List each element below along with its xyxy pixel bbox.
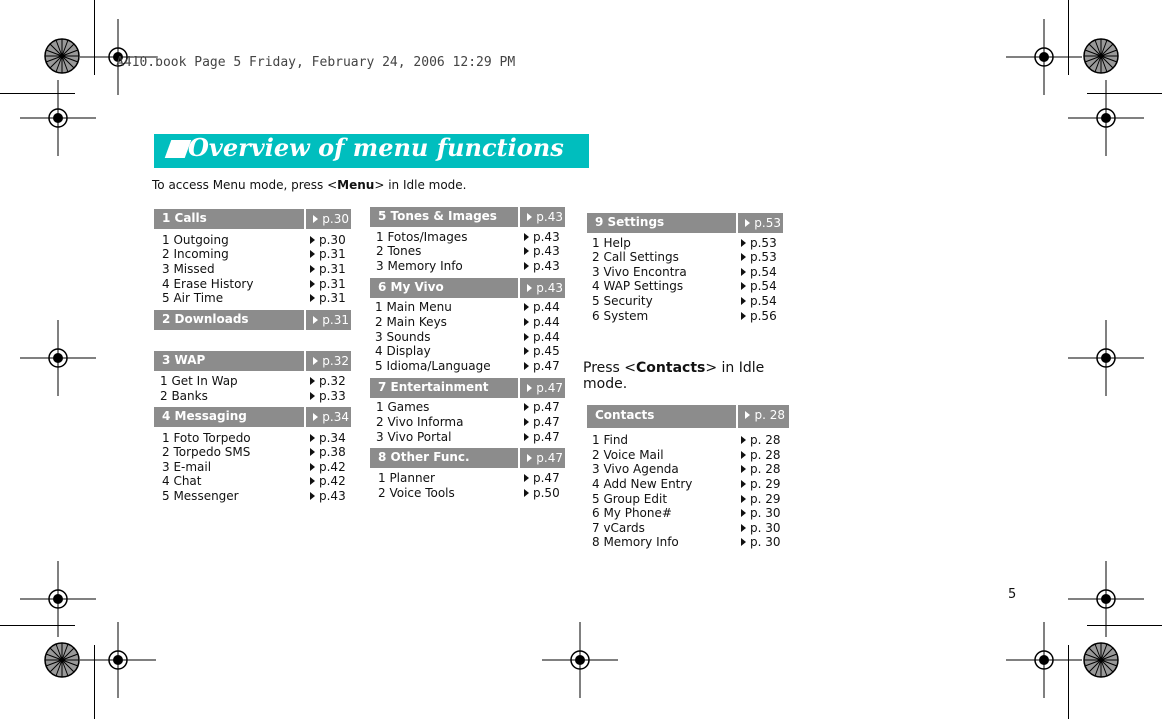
page-ref: p.47 [533, 415, 560, 429]
menu-item [592, 506, 781, 520]
menu-item-label: 3 Sounds [375, 330, 431, 344]
menu-item-label: 1 Get In Wap [160, 374, 238, 388]
page-ref: p.33 [319, 389, 346, 403]
menu-item-label: 3 Vivo Agenda [592, 462, 679, 476]
menu-item [376, 430, 560, 444]
page-ref: p.43 [533, 244, 560, 258]
arrow-right-icon [524, 433, 529, 441]
arrow-right-icon [741, 282, 746, 290]
intro-after: > in Idle mode. [374, 178, 467, 192]
menu-header-label: 2 Downloads [162, 312, 249, 326]
menu-item-page [741, 462, 781, 476]
arrow-right-icon [310, 434, 315, 442]
menu-item-page [741, 265, 777, 279]
menu-item-page [741, 492, 781, 506]
arrow-right-icon [524, 347, 529, 355]
arrow-right-icon [741, 239, 746, 247]
page-ref: p. 29 [750, 477, 781, 491]
menu-item-label: 3 Vivo Portal [376, 430, 452, 444]
menu-item [162, 291, 346, 305]
menu-item [376, 415, 560, 429]
menu-item [376, 400, 560, 414]
page-ref: p. 28 [750, 462, 781, 476]
arrow-right-icon [310, 265, 315, 273]
menu-item [592, 309, 777, 323]
page-ref: p.47 [533, 359, 560, 373]
page-ref: p.47 [533, 471, 560, 485]
menu-item-page [310, 262, 346, 276]
menu-header-contacts [587, 405, 789, 428]
menu-item-page [741, 250, 777, 264]
menu-item-label: 2 Voice Mail [592, 448, 664, 462]
press-line2: mode. [583, 376, 628, 392]
arrow-right-icon [524, 489, 529, 497]
menu-item [592, 462, 781, 476]
menu-item [375, 315, 560, 329]
page-ref: p.42 [319, 474, 346, 488]
page-ref: p.30 [322, 212, 349, 226]
menu-item [376, 259, 560, 273]
menu-item [162, 460, 346, 474]
menu-item-page [310, 389, 346, 403]
page-title: Overview of menu functions [188, 133, 564, 162]
arrow-right-icon [310, 448, 315, 456]
menu-item [162, 489, 346, 503]
arrow-right-icon [524, 262, 529, 270]
page-ref: p.44 [533, 315, 560, 329]
arrow-right-icon [310, 477, 315, 485]
menu-item-page [310, 445, 346, 459]
menu-header-downloads [154, 310, 351, 330]
menu-item-page [524, 230, 560, 244]
menu-item-page [524, 344, 560, 358]
page-ref: p. 30 [750, 506, 781, 520]
menu-header-my-vivo [370, 278, 565, 298]
menu-item-page [524, 330, 560, 344]
menu-header-label: 7 Entertainment [378, 380, 489, 394]
page-number: 5 [1008, 587, 1017, 602]
menu-header-page [736, 405, 789, 428]
menu-item-page [310, 247, 346, 261]
menu-item-page [524, 486, 560, 500]
arrow-right-icon [310, 463, 315, 471]
arrow-right-icon [524, 233, 529, 241]
menu-header-page [518, 378, 565, 398]
menu-item [592, 492, 781, 506]
page-ref: p.53 [750, 250, 777, 264]
menu-header-entertainment [370, 378, 565, 398]
arrow-right-icon [741, 268, 746, 276]
page-ref: p.34 [319, 431, 346, 445]
page-ref: p.47 [533, 400, 560, 414]
menu-item-label: 4 Chat [162, 474, 202, 488]
page-ref: p.54 [750, 265, 777, 279]
menu-item-page [524, 430, 560, 444]
menu-item-page [741, 448, 781, 462]
menu-header-label: 8 Other Func. [378, 450, 470, 464]
menu-item-label: 2 Vivo Informa [376, 415, 464, 429]
page-ref: p.43 [319, 489, 346, 503]
menu-item [376, 230, 560, 244]
page-ref: p.43 [533, 259, 560, 273]
menu-item-page [524, 400, 560, 414]
menu-item [592, 477, 781, 491]
arrow-right-icon [310, 492, 315, 500]
menu-header-calls [154, 209, 351, 229]
menu-header-label: Contacts [595, 408, 655, 422]
arrow-right-icon [310, 392, 315, 400]
menu-header-page [518, 207, 565, 227]
page-ref: p.56 [750, 309, 777, 323]
arrow-right-icon [741, 509, 746, 517]
page-ref: p. 30 [750, 521, 781, 535]
arrow-right-icon [310, 236, 315, 244]
arrow-right-icon [741, 451, 746, 459]
menu-item-label: 8 Memory Info [592, 535, 679, 549]
press-key: Contacts [636, 360, 706, 376]
menu-item-label: 5 Idioma/Language [375, 359, 491, 373]
menu-item [160, 389, 346, 403]
arrow-right-icon [524, 418, 529, 426]
menu-item-page [310, 277, 346, 291]
menu-item-page [741, 477, 781, 491]
menu-item-label: 2 Banks [160, 389, 208, 403]
page-ref: p.38 [319, 445, 346, 459]
arrow-right-icon [310, 280, 315, 288]
menu-item-label: 2 Incoming [162, 247, 229, 261]
arrow-right-icon [741, 297, 746, 305]
menu-item-label: 3 Vivo Encontra [592, 265, 687, 279]
menu-item-label: 1 Main Menu [375, 300, 452, 314]
press-after: > in Idle [705, 360, 765, 376]
page-ref: p.43 [533, 230, 560, 244]
menu-item-label: 5 Messenger [162, 489, 239, 503]
menu-item [592, 236, 777, 250]
arrow-right-icon [313, 316, 318, 324]
menu-item-page [310, 474, 346, 488]
menu-item-label: 1 Foto Torpedo [162, 431, 251, 445]
menu-item [162, 233, 346, 247]
menu-item-page [524, 471, 560, 485]
arrow-right-icon [741, 465, 746, 473]
page-ref: p.47 [533, 430, 560, 444]
arrow-right-icon [524, 362, 529, 370]
page-ref: p.42 [319, 460, 346, 474]
menu-item [375, 330, 560, 344]
page-ref: p.47 [536, 381, 563, 395]
page-ref: p.34 [322, 410, 349, 424]
menu-item [162, 445, 346, 459]
page-ref: p.45 [533, 344, 560, 358]
menu-item [162, 474, 346, 488]
page-ref: p. 28 [750, 448, 781, 462]
menu-item-page [524, 359, 560, 373]
menu-item-page [741, 309, 777, 323]
menu-item [162, 431, 346, 445]
menu-item-label: 2 Tones [376, 244, 422, 258]
menu-item-label: 2 Voice Tools [378, 486, 455, 500]
menu-item-page [310, 233, 346, 247]
menu-header-page [304, 351, 351, 371]
arrow-right-icon [741, 253, 746, 261]
menu-item-label: 5 Air Time [162, 291, 224, 305]
page-ref: p.43 [536, 210, 563, 224]
menu-item-page [524, 415, 560, 429]
arrow-right-icon [310, 250, 315, 258]
menu-item-page [741, 279, 777, 293]
menu-item-label: 5 Group Edit [592, 492, 668, 506]
menu-header-label: 5 Tones & Images [378, 209, 497, 223]
press-before: Press < [583, 360, 637, 376]
menu-item-label: 4 Display [375, 344, 431, 358]
arrow-right-icon [524, 474, 529, 482]
page-ref: p.54 [750, 279, 777, 293]
menu-header-messaging [154, 407, 351, 427]
arrow-right-icon [524, 303, 529, 311]
arrow-right-icon [741, 480, 746, 488]
intro-key: Menu [337, 178, 375, 192]
arrow-right-icon [313, 413, 318, 421]
menu-header-label: 9 Settings [595, 215, 665, 229]
menu-header-label: 6 My Vivo [378, 280, 444, 294]
menu-item-page [310, 460, 346, 474]
menu-item-label: 1 Fotos/Images [376, 230, 468, 244]
menu-item-label: 7 vCards [592, 521, 645, 535]
book-header: A410.book Page 5 Friday, February 24, 2006 12:29 PM [116, 55, 516, 70]
menu-item-label: 1 Games [376, 400, 430, 414]
page-ref: p.53 [754, 216, 781, 230]
arrow-right-icon [741, 524, 746, 532]
page-ref: p.31 [319, 247, 346, 261]
page-ref: p.44 [533, 330, 560, 344]
menu-item [592, 265, 777, 279]
arrow-right-icon [524, 318, 529, 326]
menu-item [375, 300, 560, 314]
arrow-right-icon [741, 312, 746, 320]
menu-header-page [304, 407, 351, 427]
page-ref: p.44 [533, 300, 560, 314]
menu-item-page [524, 300, 560, 314]
menu-item-page [310, 431, 346, 445]
menu-header-page [518, 448, 565, 468]
page-ref: p.47 [536, 451, 563, 465]
menu-item [592, 535, 781, 549]
menu-item [592, 294, 777, 308]
menu-item-label: 3 Memory Info [376, 259, 463, 273]
title-banner [154, 134, 589, 168]
page-ref: p.31 [322, 313, 349, 327]
menu-header-other-func [370, 448, 565, 468]
menu-item-label: 3 E-mail [162, 460, 212, 474]
page-ref: p. 30 [750, 535, 781, 549]
menu-header-tones-images [370, 207, 565, 227]
menu-item-page [310, 291, 346, 305]
arrow-right-icon [527, 454, 532, 462]
page-ref: p. 28 [750, 433, 781, 447]
menu-item [162, 277, 346, 291]
arrow-right-icon [313, 215, 318, 223]
page-ref: p.53 [750, 236, 777, 250]
menu-item [160, 374, 346, 388]
intro-text [152, 178, 467, 192]
menu-item-label: 4 WAP Settings [592, 279, 684, 293]
menu-item [378, 486, 560, 500]
page-ref: p.32 [322, 354, 349, 368]
menu-item-page [741, 294, 777, 308]
menu-item-page [741, 433, 781, 447]
page-ref: p.50 [533, 486, 560, 500]
menu-item [592, 521, 781, 535]
menu-item-label: 2 Call Settings [592, 250, 679, 264]
menu-item [376, 244, 560, 258]
arrow-right-icon [745, 219, 750, 227]
menu-item [162, 262, 346, 276]
menu-item [162, 247, 346, 261]
menu-item-page [310, 374, 346, 388]
menu-item-label: 1 Planner [378, 471, 435, 485]
menu-item-page [310, 489, 346, 503]
menu-header-page [304, 310, 351, 330]
page-ref: p. 29 [750, 492, 781, 506]
menu-item-label: 2 Main Keys [375, 315, 447, 329]
menu-item-label: 4 Add New Entry [592, 477, 693, 491]
page-ref: p.32 [319, 374, 346, 388]
menu-item [592, 448, 781, 462]
menu-item-label: 4 Erase History [162, 277, 254, 291]
page-ref: p.31 [319, 291, 346, 305]
menu-item-label: 3 Missed [162, 262, 215, 276]
arrow-right-icon [524, 333, 529, 341]
menu-item [375, 344, 560, 358]
page-ref: p.31 [319, 262, 346, 276]
arrow-right-icon [527, 213, 532, 221]
menu-item [378, 471, 560, 485]
menu-item-label: 1 Find [592, 433, 629, 447]
arrow-right-icon [741, 495, 746, 503]
arrow-right-icon [745, 411, 750, 419]
page-ref: p.30 [319, 233, 346, 247]
menu-item-label: 6 My Phone# [592, 506, 672, 520]
menu-item [592, 433, 781, 447]
intro-before: To access Menu mode, press < [152, 178, 338, 192]
menu-item-label: 1 Help [592, 236, 631, 250]
arrow-right-icon [741, 538, 746, 546]
menu-header-label: 4 Messaging [162, 409, 247, 423]
menu-item-label: 6 System [592, 309, 649, 323]
arrow-right-icon [524, 403, 529, 411]
arrow-right-icon [741, 436, 746, 444]
menu-item [375, 359, 560, 373]
menu-header-label: 1 Calls [162, 211, 207, 225]
page-ref: p.54 [750, 294, 777, 308]
arrow-right-icon [310, 377, 315, 385]
menu-item-page [741, 236, 777, 250]
arrow-right-icon [313, 357, 318, 365]
menu-header-page [736, 213, 783, 233]
menu-header-wap [154, 351, 351, 371]
menu-item [592, 279, 777, 293]
menu-item-page [524, 244, 560, 258]
arrow-right-icon [527, 384, 532, 392]
menu-item-page [741, 535, 781, 549]
menu-header-page [518, 278, 565, 298]
page-ref: p.43 [536, 281, 563, 295]
arrow-right-icon [524, 247, 529, 255]
menu-header-settings [587, 213, 783, 233]
page-ref: p. 28 [754, 408, 785, 422]
menu-item-label: 2 Torpedo SMS [162, 445, 251, 459]
arrow-right-icon [310, 294, 315, 302]
page-ref: p.31 [319, 277, 346, 291]
menu-item-page [741, 521, 781, 535]
menu-item-page [524, 315, 560, 329]
press-contacts-text [583, 360, 764, 392]
menu-item-page [524, 259, 560, 273]
menu-header-label: 3 WAP [162, 353, 206, 367]
menu-item-page [741, 506, 781, 520]
menu-item-label: 5 Security [592, 294, 653, 308]
menu-header-page [304, 209, 351, 229]
menu-item-label: 1 Outgoing [162, 233, 229, 247]
arrow-right-icon [527, 284, 532, 292]
menu-item [592, 250, 777, 264]
